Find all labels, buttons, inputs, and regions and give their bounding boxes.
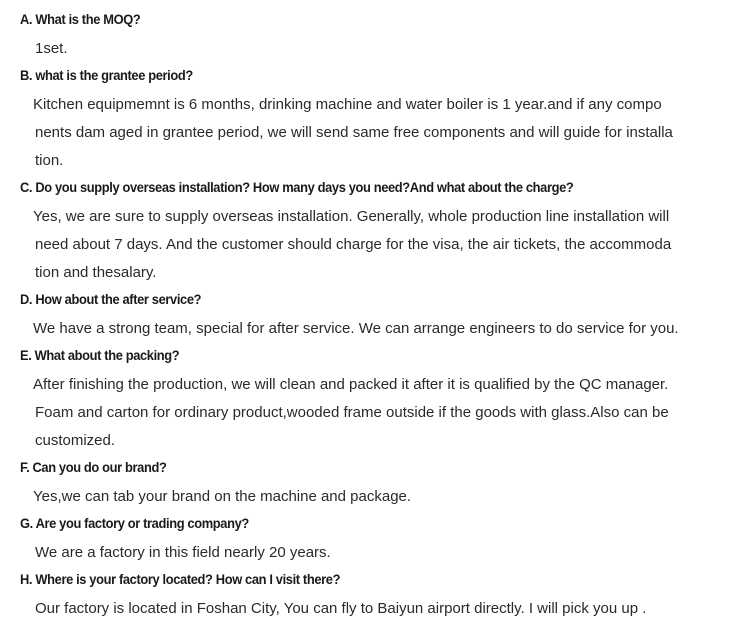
faq-question-g: G. Are you factory or trading company? (20, 515, 249, 531)
faq-answer-d-line-1: We have a strong team, special for after service. We can arrange engineers to do service for you. (33, 320, 679, 337)
faq-answer-e-line-3: customized. (35, 432, 116, 449)
faq-question-c: C. Do you supply overseas installation? How many days you need?And what about the charge? (20, 179, 574, 195)
faq-answer-b-line-1: Kitchen equipmemnt is 6 months, drinking machine and water boiler is 1 year.and if any compo (33, 96, 662, 113)
faq-answer-a-line-1: 1set. (35, 40, 68, 57)
faq-answer-c-line-3: tion and thesalary. (35, 264, 157, 281)
faq-answer-f-line-1: Yes,we can tab your brand on the machine and package. (33, 488, 412, 505)
faq-answer-e-line-1: After finishing the production, we will clean and packed it after it is qualified by the QC manager. (33, 376, 669, 393)
faq-question-a: A. What is the MOQ? (20, 11, 141, 27)
faq-answer-b-line-2: nents dam aged in grantee period, we will send same free components and will guide for installa (35, 124, 673, 141)
faq-question-h: H. Where is your factory located? How can I visit there? (20, 571, 341, 587)
faq-question-d: D. How about the after service? (20, 291, 202, 307)
faq-answer-c-line-2: need about 7 days. And the customer should charge for the visa, the air tickets, the accommoda (35, 236, 672, 253)
faq-answer-e-line-2: Foam and carton for ordinary product,wooded frame outside if the goods with glass.Also can be (35, 404, 669, 421)
faq-answer-h-line-1: Our factory is located in Foshan City, You can fly to Baiyun airport directly. I will pick you up . (35, 600, 647, 617)
faq-answer-c-line-1: Yes, we are sure to supply overseas installation. Generally, whole production line installation will (33, 208, 670, 225)
faq-question-e: E. What about the packing? (20, 347, 180, 363)
faq-answer-b-line-3: tion. (35, 152, 64, 169)
faq-question-f: F. Can you do our brand? (20, 459, 167, 475)
faq-answer-g-line-1: We are a factory in this field nearly 20 years. (35, 544, 331, 561)
faq-question-b: B. what is the grantee period? (20, 67, 193, 83)
